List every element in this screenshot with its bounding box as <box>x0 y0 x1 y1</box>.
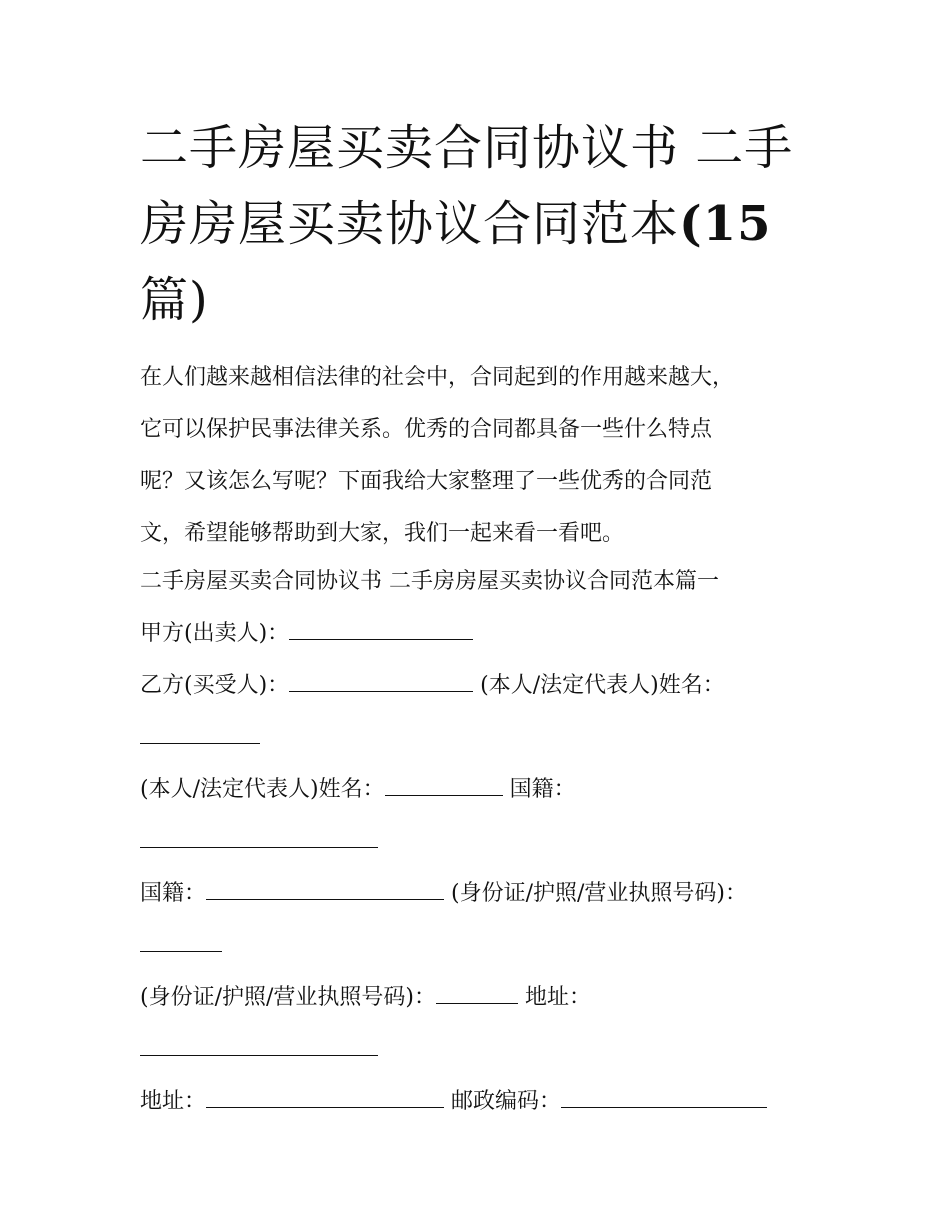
address-1-row <box>140 1024 820 1076</box>
party-a-blank <box>289 621 473 640</box>
rep-name-1-label: (本人/法定代表人)姓名： <box>480 673 725 698</box>
id-no-2-blank <box>436 985 518 1004</box>
rep-name-2-blank <box>385 777 503 796</box>
id-no-1-label: (身份证/护照/营业执照号码)： <box>451 881 748 906</box>
title-line-3: 篇) <box>140 272 209 328</box>
intro-line-1: 在人们越来越相信法律的社会中，合同起到的作用越来越大， <box>140 365 735 390</box>
intro-line-2: 它可以保护民事法律关系。优秀的合同都具备一些什么特点 <box>140 417 713 442</box>
intro-paragraph <box>140 352 820 560</box>
party-b-blank <box>289 673 473 692</box>
id-no-1-blank <box>140 933 222 952</box>
address-2-label: 地址： <box>140 1089 207 1114</box>
address-2-row <box>140 1076 820 1128</box>
document-title <box>140 110 820 338</box>
id-no-2-row <box>140 972 820 1024</box>
address-1-blank <box>140 1037 378 1056</box>
party-b-row <box>140 660 820 712</box>
title-count: (15 <box>679 196 772 252</box>
nationality-2-row <box>140 868 820 920</box>
rep-name-1-blank <box>140 725 260 744</box>
title-line-2-text: 房房屋买卖协议合同范本 <box>140 196 680 252</box>
address-1-label: 地址： <box>525 985 592 1010</box>
nationality-1-blank <box>140 829 378 848</box>
contract-body <box>140 556 820 1128</box>
id-no-2-label: (身份证/护照/营业执照号码)： <box>140 985 436 1010</box>
nationality-1-label: 国籍： <box>509 777 576 802</box>
rep-name-1-row <box>140 712 820 764</box>
postcode-label: 邮政编码： <box>451 1089 562 1114</box>
postcode-blank <box>561 1089 767 1108</box>
party-b-label: 乙方(买受人)： <box>140 673 290 698</box>
rep-name-2-row <box>140 764 820 816</box>
address-2-blank <box>206 1089 444 1108</box>
nationality-2-label: 国籍： <box>140 881 207 906</box>
title-line-1: 二手房屋买卖合同协议书 二手 <box>140 120 794 176</box>
nationality-1-row <box>140 816 820 868</box>
title-line-2 <box>140 186 820 262</box>
id-no-1-row <box>140 920 820 972</box>
section-heading: 二手房屋买卖合同协议书 二手房房屋买卖协议合同范本篇一 <box>140 569 719 594</box>
party-a-label: 甲方(出卖人)： <box>140 621 290 646</box>
nationality-2-blank <box>206 881 444 900</box>
rep-name-2-label: (本人/法定代表人)姓名： <box>140 777 385 802</box>
intro-line-3: 呢？又该怎么写呢？下面我给大家整理了一些优秀的合同范 <box>140 469 713 494</box>
party-a-row <box>140 608 820 660</box>
intro-line-4: 文，希望能够帮助到大家，我们一起来看一看吧。 <box>140 521 625 546</box>
